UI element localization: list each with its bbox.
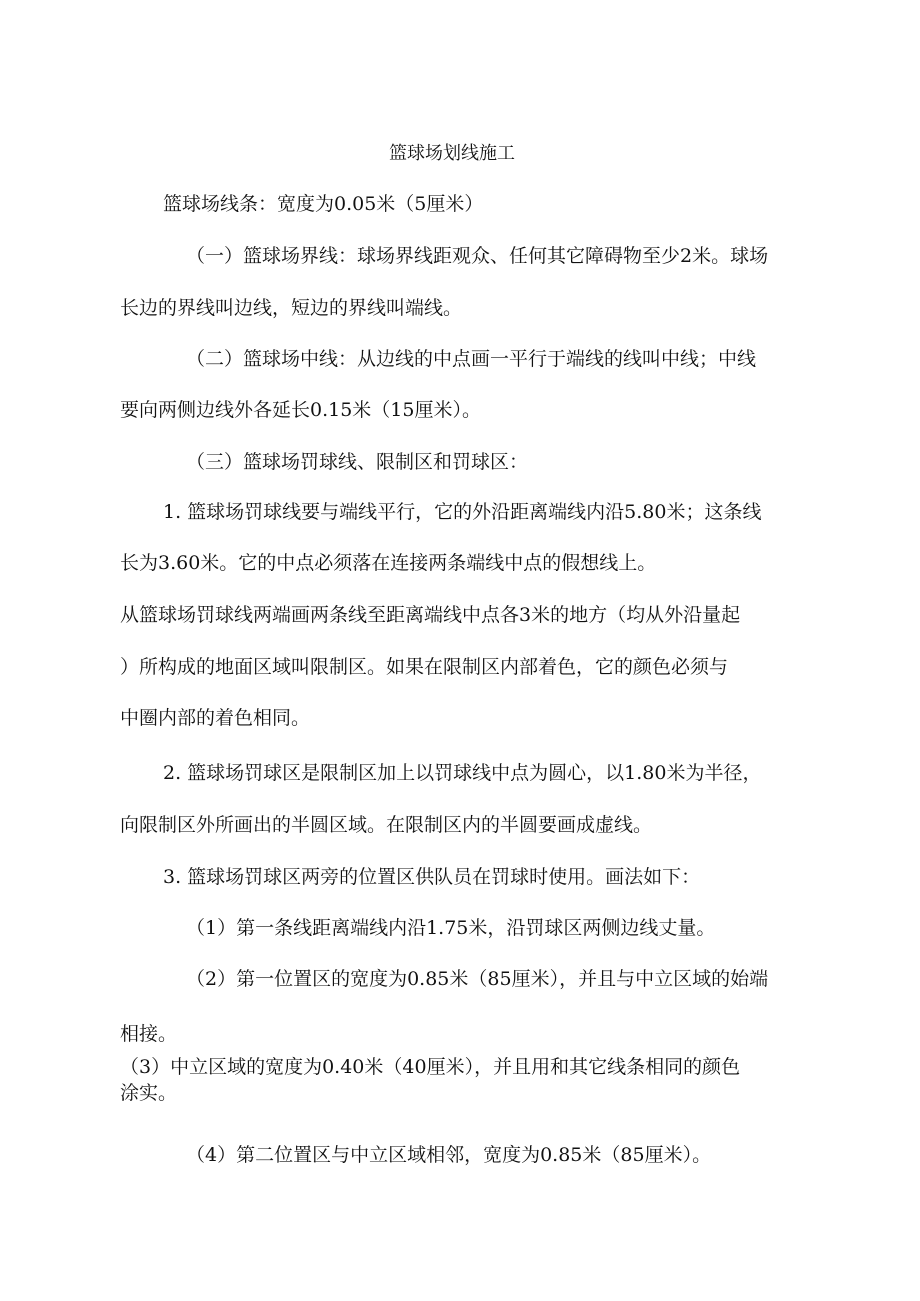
paragraph-line: （3）中立区域的宽度为0.40米（40厘米），并且用和其它线条相同的颜色 xyxy=(120,1056,741,1078)
paragraph-line: 2. 篮球场罚球区是限制区加上以罚球线中点为圆心，以1.80米为半径， xyxy=(163,762,762,784)
paragraph-line: 1. 篮球场罚球线要与端线平行，它的外沿距离端线内沿5.80米；这条线 xyxy=(163,501,762,523)
paragraph-line: 从篮球场罚球线两端画两条线至距离端线中点各3米的地方（均从外沿量起 xyxy=(120,604,741,626)
paragraph-line: 向限制区外所画出的半圆区域。在限制区内的半圆要画成虚线。 xyxy=(120,814,653,836)
paragraph-line: （2）第一位置区的宽度为0.85米（85厘米），并且与中立区域的始端 xyxy=(186,968,769,990)
paragraph-line: 长为3.60米。它的中点必须落在连接两条端线中点的假想线上。 xyxy=(120,552,657,574)
paragraph-line: 长边的界线叫边线，短边的界线叫端线。 xyxy=(120,297,463,319)
paragraph-line: 中圈内部的着色相同。 xyxy=(120,707,311,729)
paragraph-line: 相接。 xyxy=(120,1023,178,1045)
paragraph-line: ）所构成的地面区域叫限制区。如果在限制区内部着色，它的颜色必须与 xyxy=(120,656,729,678)
paragraph-line: （三）篮球场罚球线、限制区和罚球区： xyxy=(186,451,529,473)
page-title: 篮球场划线施工 xyxy=(389,143,515,164)
paragraph-line: 要向两侧边线外各延长0.15米（15厘米）。 xyxy=(120,399,481,421)
paragraph-line: （4）第二位置区与中立区域相邻，宽度为0.85米（85厘米）。 xyxy=(186,1144,712,1166)
paragraph-line: 3. 篮球场罚球区两旁的位置区供队员在罚球时使用。画法如下： xyxy=(163,866,701,888)
paragraph-line: 篮球场线条：宽度为0.05米（5厘米） xyxy=(163,193,484,215)
paragraph-line: （二）篮球场中线：从边线的中点画一平行于端线的线叫中线；中线 xyxy=(186,348,757,370)
paragraph-line: （1）第一条线距离端线内沿1.75米，沿罚球区两侧边线丈量。 xyxy=(186,917,716,939)
paragraph-line: 涂实。 xyxy=(120,1082,178,1104)
paragraph-line: （一）篮球场界线：球场界线距观众、任何其它障碍物至少2米。球场 xyxy=(186,245,769,267)
